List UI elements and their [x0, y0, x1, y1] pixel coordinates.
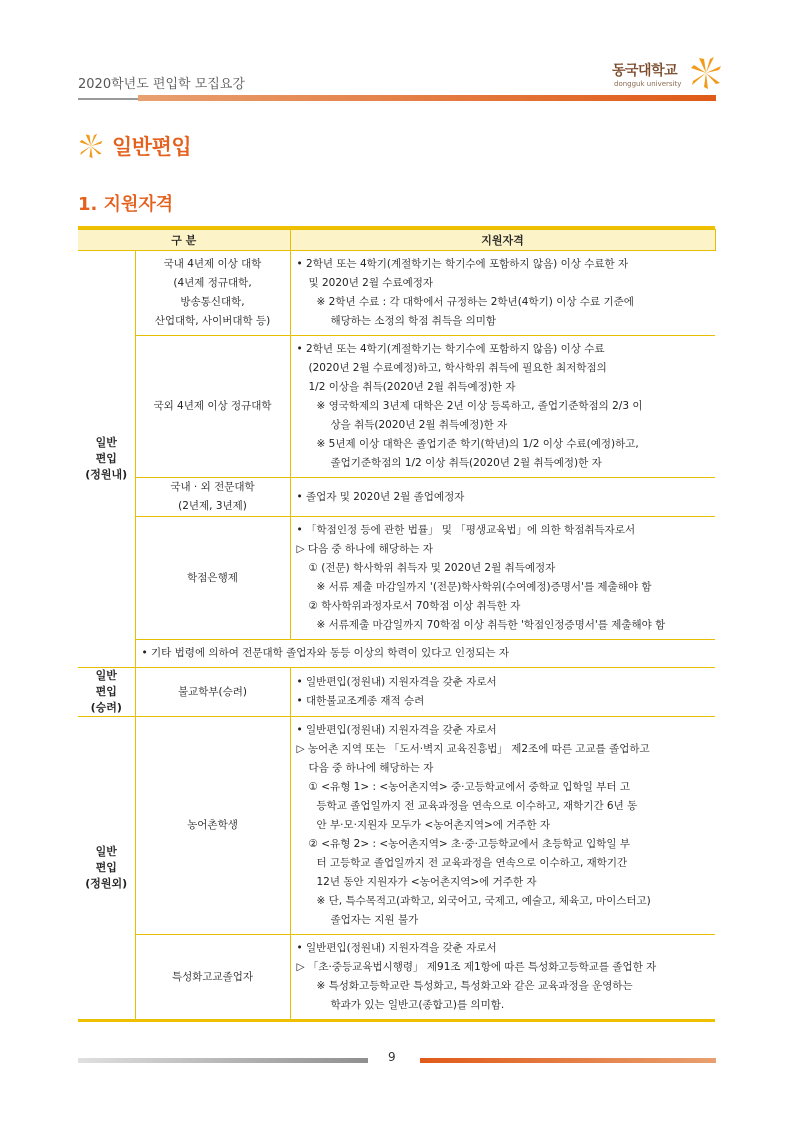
section-title: 일반편입 [112, 135, 192, 159]
qualification-line: ※ 서류 제출 마감일까지 '(전문)학사학위(수여예정)증명서'를 제출해야 함 [316, 581, 652, 593]
footer-note-cell [135, 640, 715, 668]
subcategory-line: 산업대학, 사이버대학 등) [154, 315, 271, 327]
qualification-line: 1/2 이상을 취득(2020년 2월 취득예정)한 자 [308, 381, 516, 393]
subcategory-line: 국내 · 외 전문대학 [170, 481, 255, 493]
qualification-line: ② 학사학위과정자로서 70학점 이상 취득한 자 [308, 600, 521, 612]
qualification-line: 상을 취득(2020년 2월 취득예정)한 자 [330, 419, 508, 431]
qualification-line: ※ 2학년 수료 : 각 대학에서 규정하는 2학년(4학기) 이상 수료 기준에 [316, 296, 634, 308]
category-cell [78, 717, 135, 1020]
subcategory-cell [135, 935, 290, 1020]
qualification-line: • 일반편입(정원내) 지원자격을 갖춘 자로서 [296, 942, 497, 954]
subcategory-line: (2년제, 3년제) [178, 500, 247, 512]
qualification-cell [290, 717, 715, 935]
qualification-line: ※ 서류제출 마감일까지 70학점 이상 취득한 '학점인정증명서'를 제출해야 함 [316, 619, 666, 631]
subcategory-line: (4년제 정규대학, [173, 277, 252, 289]
logo-english-text: dongguk university [614, 80, 682, 88]
qualification-cell [290, 935, 715, 1020]
category-cell [78, 251, 135, 668]
qualification-line: ※ 특성화고등학교란 특성화고, 특성화고와 같은 교육과정을 운영하는 [316, 980, 633, 992]
page-number: 9 [388, 1050, 396, 1064]
qualification-line: 등학교 졸업일까지 전 교육과정을 연속으로 이수하고, 재학기간 6년 동 [316, 800, 638, 812]
qualification-line: ▷ 다음 중 하나에 해당하는 자 [296, 543, 433, 555]
category-line: 편입 [95, 452, 117, 465]
qualification-line: 터 고등학교 졸업일까지 전 교육과정을 연속으로 이수하고, 재학기간 [316, 857, 628, 869]
subcategory-line: 농어촌학생 [187, 819, 238, 831]
qualification-line: • 졸업자 및 2020년 2월 졸업예정자 [296, 490, 465, 503]
qualification-line: • 2학년 또는 4학기(계절학기는 학기수에 포함하지 않음) 이상 수료 [296, 343, 605, 355]
table-row [78, 478, 715, 517]
subcategory-line: 국내 4년제 이상 대학 [163, 258, 262, 270]
footer-note: • 기타 법령에 의하여 전문대학 졸업자와 동등 이상의 학력이 있다고 인정되는 자 [141, 647, 509, 659]
subcategory-cell [135, 517, 290, 640]
qualification-line: 다음 중 하나에 해당하는 자 [308, 762, 434, 774]
qualification-line: ② <유형 2> : <농어촌지역> 초·중·고등학교에서 초등학교 입학일 부 [308, 838, 630, 850]
table-row [78, 935, 715, 1020]
qualification-line: 및 2020년 2월 수료예정자 [308, 277, 434, 289]
university-logo [612, 58, 722, 94]
table-row [78, 336, 715, 478]
table-row [78, 251, 715, 336]
qualification-line: ① <유형 1> : <농어촌지역> 중·고등학교에서 중학교 입학일 부터 고 [308, 781, 630, 793]
eligibility-table-wrapper [78, 226, 715, 1022]
qualification-line: • 일반편입(정원내) 지원자격을 갖춘 자로서 [296, 724, 497, 736]
qualification-line: • 2학년 또는 4학기(계절학기는 학기수에 포함하지 않음) 이상 수료한 자 [296, 258, 629, 270]
eligibility-table [78, 229, 716, 1020]
subcategory-line: 불교학부(승려) [177, 685, 248, 698]
qualification-line: 해당하는 소정의 학점 취득을 의미함 [330, 315, 496, 327]
subcategory-cell [135, 717, 290, 935]
qualification-line: 학과가 있는 일반고(종합고)를 의미함. [330, 999, 505, 1011]
qualification-cell [290, 668, 715, 717]
category-line: (정원내) [85, 468, 128, 481]
qualification-line: ※ 5년제 이상 대학은 졸업기준 학기(학년)의 1/2 이상 수료(예정)하고, [316, 438, 639, 450]
category-line: 일반 [95, 845, 117, 858]
category-line: 일반 [95, 436, 117, 449]
subcategory-cell [135, 336, 290, 478]
category-line: (정원외) [85, 877, 128, 890]
subcategory-cell [135, 251, 290, 336]
qualification-line: • 「학점인정 등에 관한 법률」 및 「평생교육법」에 의한 학점취득자로서 [296, 524, 636, 536]
logo-korean-text: 동국대학교 [612, 63, 678, 79]
qualification-cell [290, 336, 715, 478]
header-rule [78, 94, 716, 102]
footer-rule-right [420, 1058, 716, 1063]
qualification-line: • 대한불교조계종 재적 승려 [296, 695, 425, 707]
section-heading [78, 131, 191, 161]
category-line: (승려) [90, 701, 122, 714]
category-line: 편입 [95, 685, 117, 698]
table-row [78, 717, 715, 935]
qualification-line: 졸업기준학점의 1/2 이상 취득(2020년 2월 취득예정)한 자 [330, 457, 602, 469]
qualification-cell [290, 251, 715, 336]
qualification-line: ▷ 농어촌 지역 또는 「도서·벽지 교육진흥법」 제2조에 따른 고교를 졸업하고 [296, 743, 650, 755]
footer-rule-left [78, 1058, 368, 1063]
category-line: 일반 [95, 669, 117, 682]
subcategory-line: 특성화고교졸업자 [171, 970, 254, 983]
subsection-title: 1. 지원자격 [78, 194, 174, 215]
category-cell [78, 668, 135, 717]
header-title: 2020학년도 편입학 모집요강 [78, 77, 245, 92]
qualification-line: (2020년 2월 수료예정)하고, 학사학위 취득에 필요한 최저학점의 [308, 362, 607, 374]
table-header-row [78, 230, 715, 251]
qualification-line: 안 부·모·지원자 모두가 <농어촌지역>에 거주한 자 [316, 819, 551, 831]
qualification-cell [290, 478, 715, 517]
subcategory-line: 방송통신대학, [180, 296, 245, 308]
logo-star-icon [690, 56, 722, 90]
qualification-line: ① (전문) 학사학위 취득자 및 2020년 2월 취득예정자 [308, 562, 556, 574]
qualification-line: 12년 동안 지원자가 <농어촌지역>에 거주한 자 [316, 876, 537, 888]
qualification-cell [290, 517, 715, 640]
table-row [78, 668, 715, 717]
table-row [78, 640, 715, 668]
qualification-line: ▷ 「초·중등교육법시행령」 제91조 제1항에 따른 특성화고등학교를 졸업한 자 [296, 961, 657, 973]
subcategory-line: 학점은행제 [187, 571, 238, 584]
table-row [78, 517, 715, 640]
qualification-line: ※ 영국학제의 3년제 대학은 2년 이상 등록하고, 졸업기준학점의 2/3 이 [316, 400, 643, 412]
qualification-line: ※ 단, 특수목적고(과학고, 외국어고, 국제고, 예술고, 체육고, 마이스터고) [316, 895, 651, 907]
subcategory-line: 국외 4년제 이상 정규대학 [153, 400, 272, 412]
subcategory-cell [135, 478, 290, 517]
orange-star-icon [78, 133, 104, 159]
column-header-category: 구 분 [78, 230, 290, 251]
qualification-line: • 일반편입(정원내) 지원자격을 갖춘 자로서 [296, 676, 497, 688]
subcategory-cell [135, 668, 290, 717]
column-header-qualification: 지원자격 [290, 230, 715, 251]
qualification-line: 졸업자는 지원 불가 [330, 914, 419, 926]
category-line: 편입 [95, 861, 117, 874]
table-bottom-rule [78, 1020, 715, 1022]
